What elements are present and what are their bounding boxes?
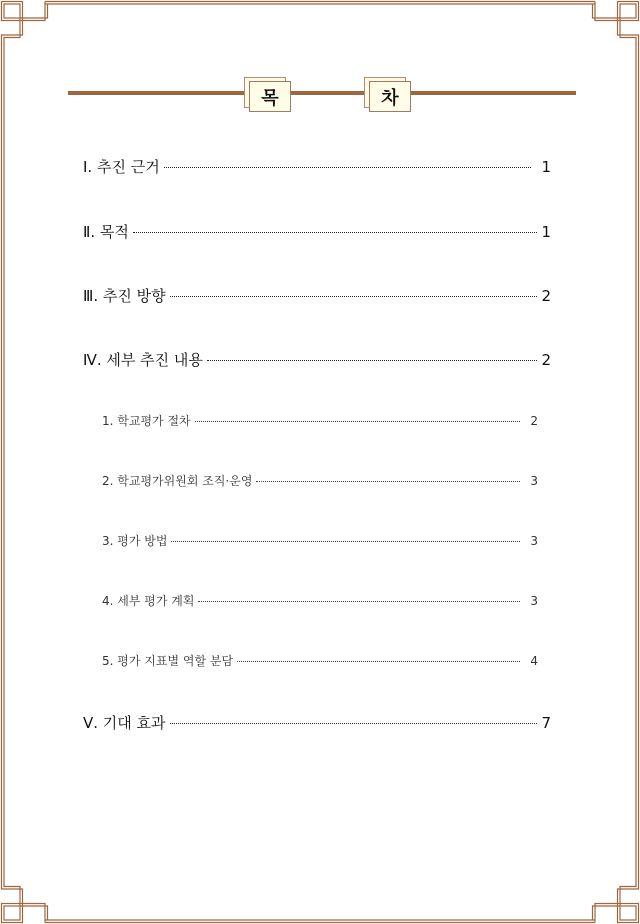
toc-entry-page: 2 xyxy=(530,414,538,428)
dot-leader xyxy=(256,481,520,482)
title-tab-1 xyxy=(244,77,288,109)
toc-entry-page: 4 xyxy=(530,654,538,668)
dot-leader xyxy=(207,360,538,361)
dot-leader xyxy=(195,421,521,422)
toc-entry-page: 1 xyxy=(541,158,551,176)
toc-entry-label: Ⅳ. 세부 추진 내용 xyxy=(83,351,203,369)
toc-entry-label: 3. 평가 방법 xyxy=(102,534,168,548)
dot-leader xyxy=(170,296,538,297)
toc-entry-label: 2. 학교평가위원회 조직·운영 xyxy=(102,474,253,488)
toc-entry-label: 1. 학교평가 절차 xyxy=(102,414,191,428)
dot-leader xyxy=(164,167,532,168)
toc-entry-label: 4. 세부 평가 계획 xyxy=(102,594,195,608)
toc-entry[interactable] xyxy=(83,156,551,177)
toc-subentry[interactable] xyxy=(102,472,538,489)
toc-entry-page: 3 xyxy=(530,534,538,548)
toc-entry-page: 2 xyxy=(541,351,551,369)
dot-leader xyxy=(237,661,520,662)
dot-leader xyxy=(171,541,520,542)
title-char: 차 xyxy=(369,81,411,112)
toc-entry-page: 2 xyxy=(541,287,551,305)
toc-entry[interactable] xyxy=(83,221,551,242)
title-char: 목 xyxy=(249,81,291,112)
toc-entry-page: 3 xyxy=(530,594,538,608)
toc-entry-label: Ⅰ. 추진 근거 xyxy=(83,158,160,176)
title-rule xyxy=(68,91,576,95)
toc-entry-label: 5. 평가 지표별 역할 분담 xyxy=(102,654,234,668)
toc-entry-label: Ⅲ. 추진 방향 xyxy=(83,287,166,305)
toc-subentry[interactable] xyxy=(102,652,538,669)
toc-entry[interactable] xyxy=(83,712,551,733)
toc-subentry[interactable] xyxy=(102,592,538,609)
toc-entry-page: 7 xyxy=(541,714,551,732)
dot-leader xyxy=(133,232,538,233)
toc-subentry[interactable] xyxy=(102,412,538,429)
toc-entry-label: Ⅴ. 기대 효과 xyxy=(83,714,166,732)
toc-entry-page: 1 xyxy=(541,223,551,241)
toc-entry-label: Ⅱ. 목적 xyxy=(83,223,129,241)
toc-subentry[interactable] xyxy=(102,532,538,549)
title-tab-2 xyxy=(364,77,408,109)
dot-leader xyxy=(198,601,520,602)
toc-entry-page: 3 xyxy=(530,474,538,488)
toc-entry[interactable] xyxy=(83,285,551,306)
toc-entry[interactable] xyxy=(83,349,551,370)
dot-leader xyxy=(170,723,538,724)
